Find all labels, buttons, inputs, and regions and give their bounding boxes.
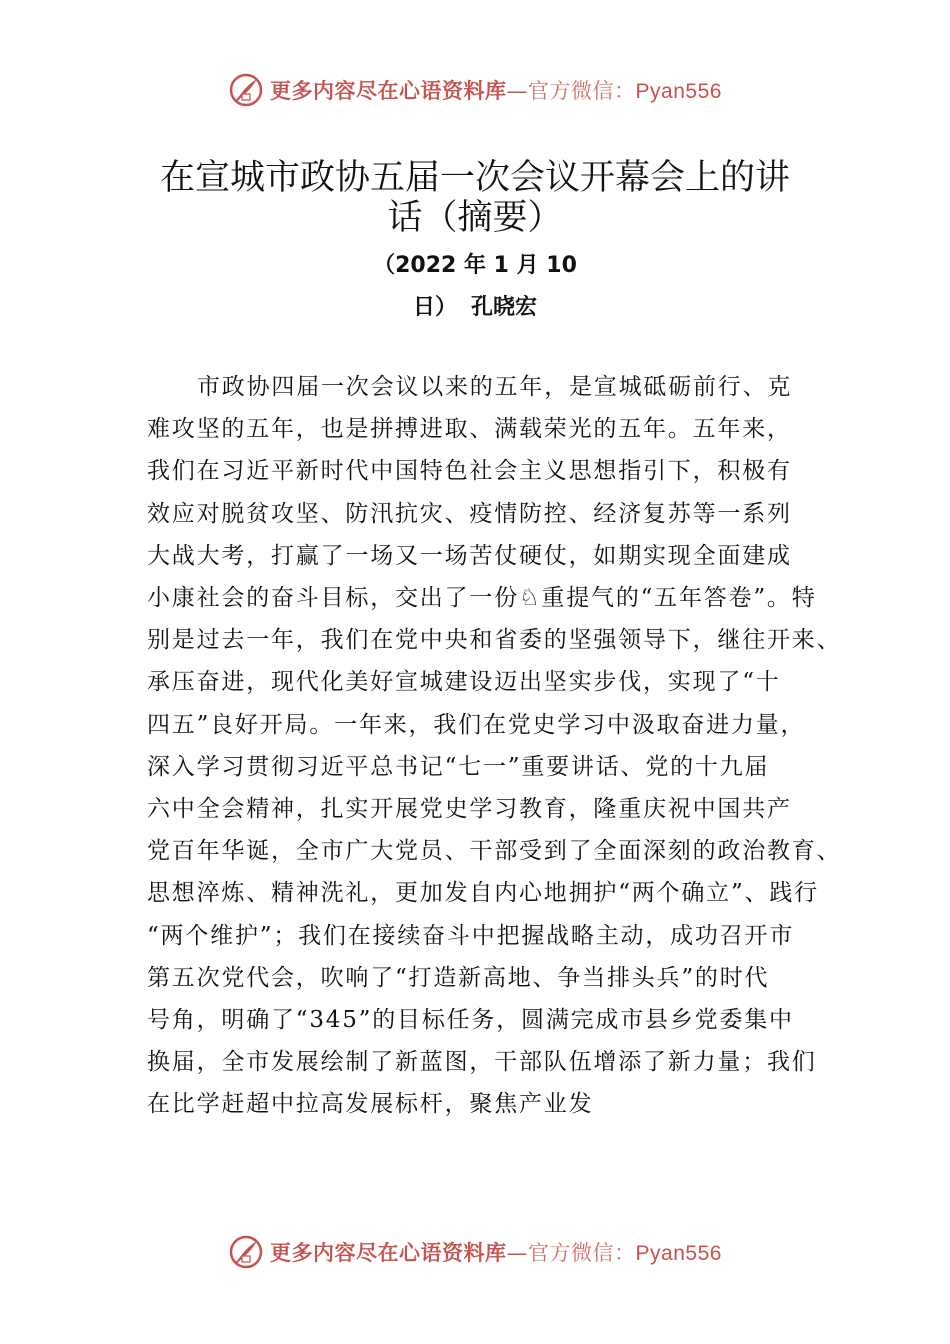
- body-line: 在比学赶超中拉高发展标杆，聚焦产业发: [147, 1091, 594, 1118]
- watermark-wechat-id: Pyan556: [635, 80, 722, 103]
- body-line: 深入学习贯彻习近平总书记“七一”重要讲话、党的十九届: [147, 753, 770, 780]
- body-line: 六中全会精神，扎实开展党史学习教育，隆重庆祝中国共产: [147, 796, 792, 823]
- page-title: [0, 158, 950, 238]
- date-end: 日）: [412, 295, 457, 320]
- watermark-wechat-id: Pyan556: [635, 1242, 722, 1265]
- title-line-1: 在宣城市政协五届一次会议开幕会上的讲: [159, 158, 790, 198]
- body-line: 承压奋进，现代化美好宣城建设迈出坚实步伐，实现了“十: [147, 669, 781, 696]
- quill-pen-logo-icon: [228, 1234, 264, 1270]
- quill-pen-logo-icon: [228, 72, 264, 108]
- body-line: 换届，全市发展绘制了新蓝图，干部队伍增添了新力量；我们: [147, 1049, 817, 1076]
- header-watermark: [0, 70, 950, 110]
- watermark-dash: —: [506, 1241, 529, 1265]
- body-line: “两个维护”；我们在接续奋斗中把握战略主动，成功召开市: [147, 922, 795, 949]
- footer-watermark: [0, 1232, 950, 1272]
- body-line: 党百年华诞，全市广大党员、干部受到了全面深刻的政治教育、: [147, 838, 842, 865]
- body-line: 别是过去一年，我们在党中央和省委的坚强领导下，继往开来、: [147, 627, 842, 654]
- body-line: 我们在习近平新时代中国特色社会主义思想指引下，积极有: [147, 458, 792, 485]
- watermark-brand: 更多内容尽在心语资料库: [270, 1241, 507, 1265]
- body-line: 思想淬炼、精神洗礼，更加发自内心地拥护“两个确立”、践行: [147, 880, 819, 907]
- body-line: 难攻坚的五年，也是拼搏进取、满载荣光的五年。五年来，: [147, 416, 792, 443]
- watermark-official: 官方微信：: [528, 1241, 636, 1265]
- body-line: 市政协四届一次会议以来的五年，是宣城砥砺前行、克: [197, 374, 793, 400]
- body-paragraph: [147, 366, 842, 1126]
- author-name: 孔晓宏: [471, 295, 538, 320]
- body-line: 第五次党代会，吹响了“打造新高地、争当排头兵”的时代: [147, 964, 770, 991]
- watermark-official: 官方微信：: [528, 79, 636, 103]
- body-line: 大战大考，打赢了一场又一场苦仗硬仗，如期实现全面建成: [147, 542, 792, 569]
- date-line: （2022 年 1 月 10: [373, 253, 577, 278]
- author-line: [0, 290, 950, 321]
- title-line-2: 话（摘要）: [387, 198, 563, 238]
- body-line: 号角，明确了“345”的目标任务，圆满完成市县乡党委集中: [147, 1007, 794, 1034]
- body-line: 小康社会的奋斗目标，交出了一份♘重提气的“五年答卷”。特: [147, 585, 817, 612]
- watermark-dash: —: [506, 79, 529, 103]
- body-line: 效应对脱贫攻坚、防汛抗灾、疫情防控、经济复苏等一系列: [147, 500, 792, 527]
- body-line: 四五”良好开局。一年来，我们在党史学习中汲取奋进力量，: [147, 711, 806, 738]
- watermark-brand: 更多内容尽在心语资料库: [270, 79, 507, 103]
